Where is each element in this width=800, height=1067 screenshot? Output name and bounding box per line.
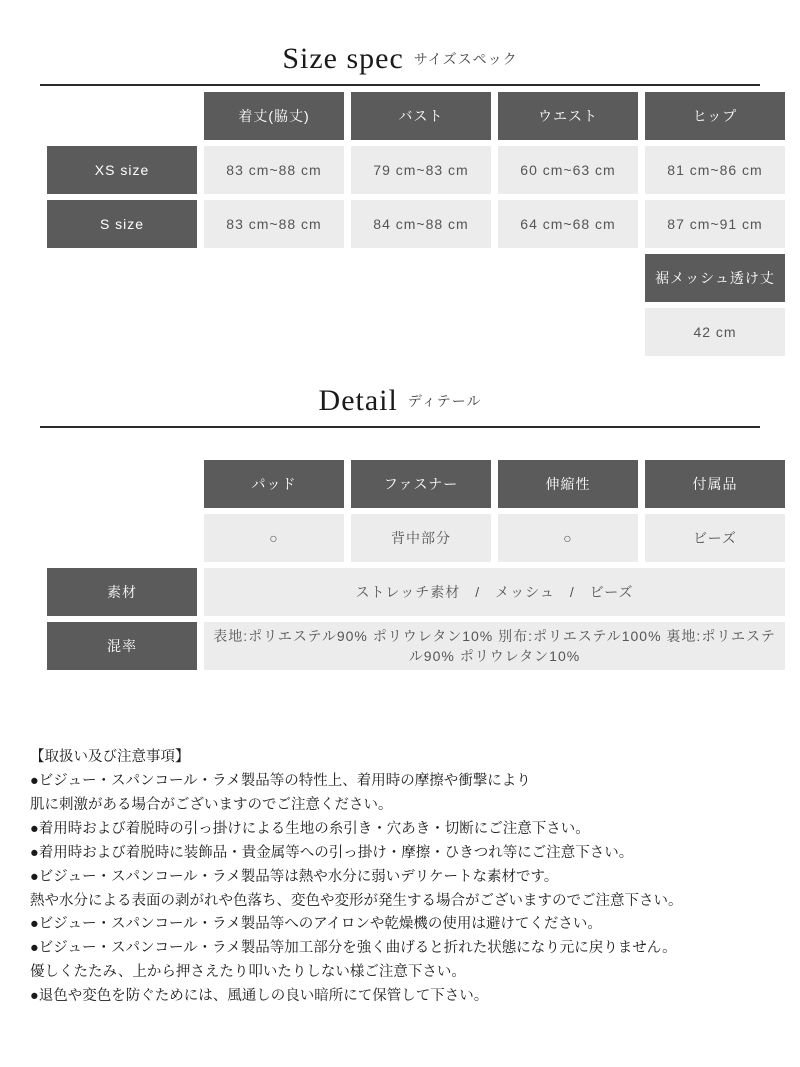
column-header-waist: ウエスト (498, 92, 638, 140)
empty-cell (47, 514, 197, 562)
cell-s-waist: 64 cm~68 cm (498, 200, 638, 248)
empty-cell (351, 254, 491, 302)
table-row-extra-value (47, 308, 785, 356)
row-header-xs: XS size (47, 146, 197, 194)
cell-s-hip: 87 cm~91 cm (645, 200, 785, 248)
table-row (47, 146, 785, 194)
cell-blend-value: 表地:ポリエステル90% ポリウレタン10% 別布:ポリエステル100% 裏地:ポリエステル90% ポリウレタン10% (204, 622, 785, 670)
cell-xs-length: 83 cm~88 cm (204, 146, 344, 194)
corner-cell (47, 460, 197, 508)
cell-stretch: ○ (498, 514, 638, 562)
cell-mesh-sheer-length: 42 cm (645, 308, 785, 356)
empty-cell (204, 254, 344, 302)
column-header-hip: ヒップ (645, 92, 785, 140)
empty-cell (204, 308, 344, 356)
cell-xs-bust: 79 cm~83 cm (351, 146, 491, 194)
column-header-stretch: 伸縮性 (498, 460, 638, 508)
table-row (47, 200, 785, 248)
empty-cell (498, 308, 638, 356)
cell-s-bust: 84 cm~88 cm (351, 200, 491, 248)
row-header-blend: 混率 (47, 622, 197, 670)
empty-cell (351, 308, 491, 356)
column-header-length: 着丈(脇丈) (204, 92, 344, 140)
detail-heading (40, 384, 760, 428)
care-note-line: 熱や水分による表面の剥がれや色落ち、変色や変形が発生する場合がございますのでご注意下さい。 (30, 892, 683, 909)
size-spec-heading (40, 0, 760, 86)
column-header-zipper: ファスナー (351, 460, 491, 508)
corner-cell (47, 92, 197, 140)
care-note-line: 優しくたたみ、上から押さえたり叩いたりしない様ご注意下さい。 (30, 964, 466, 981)
care-note-line: ●退色や変色を防ぐためには、風通しの良い暗所にて保管して下さい。 (30, 988, 489, 1005)
care-notes (30, 746, 770, 1009)
cell-xs-hip: 81 cm~86 cm (645, 146, 785, 194)
row-header-s: S size (47, 200, 197, 248)
care-note-line: ●ビジュー・スパンコール・ラメ製品等は熱や水分に弱いデリケートな素材です。 (30, 868, 559, 885)
cell-pad: ○ (204, 514, 344, 562)
table-row-header (47, 460, 785, 508)
cell-accessory: ビーズ (645, 514, 785, 562)
size-spec-heading-jp: サイズスペック (413, 51, 518, 67)
table-row (47, 514, 785, 562)
column-header-accessory: 付属品 (645, 460, 785, 508)
care-note-line: ●ビジュー・スパンコール・ラメ製品等へのアイロンや乾燥機の使用は避けてください。 (30, 916, 602, 933)
cell-zipper: 背中部分 (351, 514, 491, 562)
care-note-line: ●着用時および着脱時に装飾品・貴金属等への引っ掛け・摩擦・ひきつれ等にご注意下さい。 (30, 844, 634, 861)
care-note-line: ●ビジュー・スパンコール・ラメ製品等の特性上、着用時の摩擦や衝撃により (30, 772, 531, 789)
column-header-mesh-sheer-length: 裾メッシュ透け丈 (645, 254, 785, 302)
detail-table (40, 454, 792, 676)
column-header-pad: パッド (204, 460, 344, 508)
empty-cell (47, 308, 197, 356)
detail-heading-jp: ディテール (407, 393, 482, 409)
row-header-material: 素材 (47, 568, 197, 616)
size-spec-table (40, 86, 792, 362)
care-note-line: ●ビジュー・スパンコール・ラメ製品等加工部分を強く曲げると折れた状態になり元に戻りません。 (30, 940, 677, 957)
care-note-line: ●着用時および着脱時の引っ掛けによる生地の糸引き・穴あき・切断にご注意下さい。 (30, 820, 590, 837)
cell-xs-waist: 60 cm~63 cm (498, 146, 638, 194)
cell-s-length: 83 cm~88 cm (204, 200, 344, 248)
table-row-material (47, 568, 785, 616)
column-header-bust: バスト (351, 92, 491, 140)
size-spec-heading-en: Size spec (282, 42, 404, 75)
empty-cell (498, 254, 638, 302)
table-row-blend (47, 622, 785, 670)
table-row-header (47, 92, 785, 140)
care-note-line: 肌に刺激がある場合がございますのでご注意ください。 (30, 796, 393, 813)
cell-material-value: ストレッチ素材 / メッシュ / ビーズ (204, 568, 785, 616)
empty-cell (47, 254, 197, 302)
detail-heading-en: Detail (318, 384, 398, 417)
care-notes-title: 【取扱い及び注意事項】 (30, 749, 190, 765)
table-row-extra-header (47, 254, 785, 302)
